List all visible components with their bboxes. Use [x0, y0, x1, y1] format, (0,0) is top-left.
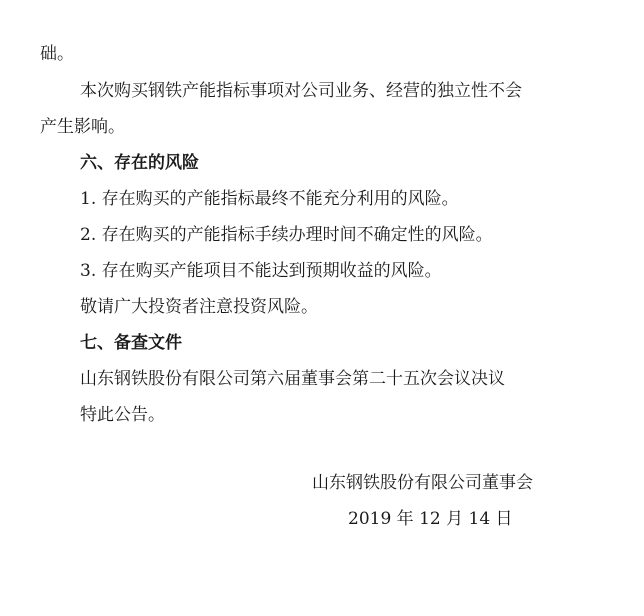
- risk-item-2: 2. 存在购买的产能指标手续办理时间不确定性的风险。: [80, 225, 493, 245]
- independence-statement-line2: 产生影响。: [40, 117, 125, 137]
- paragraph-continuation: 础。: [40, 44, 74, 64]
- independence-statement-line1: 本次购买钢铁产能指标事项对公司业务、经营的独立性不会: [80, 81, 522, 101]
- section-heading-risks: 六、存在的风险: [80, 153, 199, 173]
- signature-company: 山东钢铁股份有限公司董事会: [312, 473, 533, 493]
- closing-statement: 特此公告。: [80, 405, 165, 425]
- risk-item-1: 1. 存在购买的产能指标最终不能充分利用的风险。: [80, 189, 459, 209]
- risk-item-3: 3. 存在购买产能项目不能达到预期收益的风险。: [80, 261, 442, 281]
- reference-document: 山东钢铁股份有限公司第六届董事会第二十五次会议决议: [80, 369, 505, 389]
- signature-date: 2019 年 12 月 14 日: [348, 509, 513, 529]
- section-heading-documents: 七、备查文件: [80, 333, 182, 353]
- investor-notice: 敬请广大投资者注意投资风险。: [80, 297, 318, 317]
